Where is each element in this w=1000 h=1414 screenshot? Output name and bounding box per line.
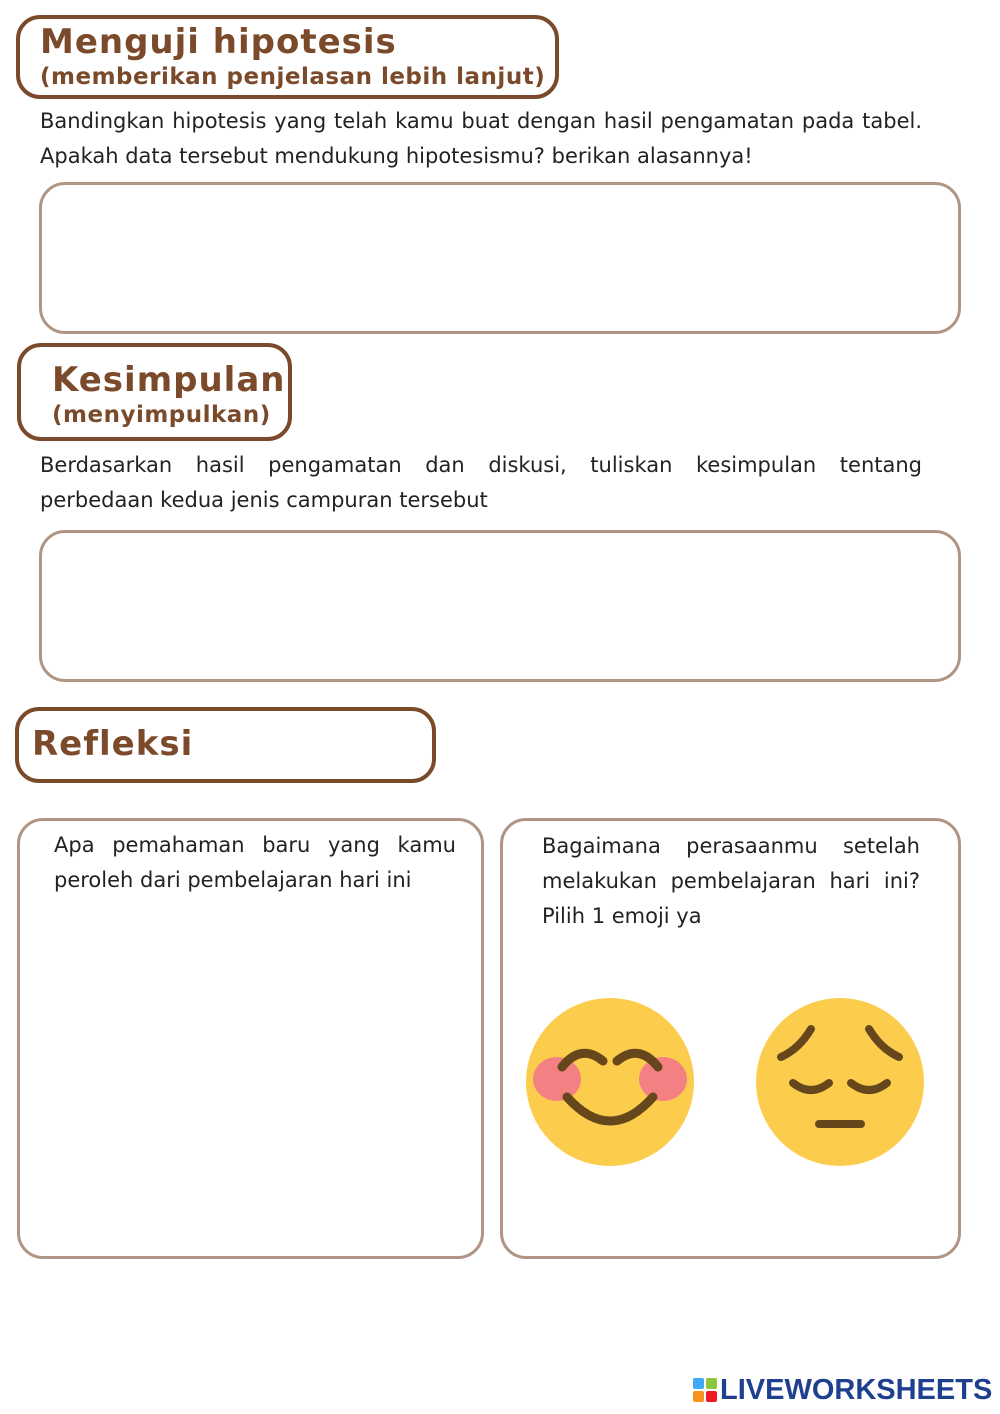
- conclusion-prompt: Berdasarkan hasil pengamatan dan diskusi, tuliskan kesimpulan tentang perbedaan kedua jenis campuran tersebut: [40, 453, 922, 512]
- hypothesis-title: Menguji hipotesis: [40, 22, 397, 62]
- reflection-left-prompt: Apa pemahaman baru yang kamu peroleh dari pembelajaran hari ini: [54, 833, 456, 892]
- hypothesis-prompt: Bandingkan hipotesis yang telah kamu buat dengan hasil pengamatan pada tabel. Apakah data tersebut mendukung hipotesismu? berikan alasannya!: [40, 109, 922, 168]
- reflection-right-prompt: Bagaimana perasaanmu setelah melakukan pembelajaran hari ini? Pilih 1 emoji ya: [542, 834, 920, 928]
- conclusion-title: Kesimpulan: [52, 360, 286, 400]
- pensive-face-icon[interactable]: [755, 997, 925, 1167]
- reflection-title: Refleksi: [32, 724, 194, 764]
- conclusion-answer-input[interactable]: [39, 530, 961, 682]
- hypothesis-answer-input[interactable]: [39, 182, 961, 334]
- conclusion-subtitle: (menyimpulkan): [52, 402, 271, 428]
- liveworksheets-logo-text: LIVEWORKSHEETS: [720, 1374, 993, 1406]
- hypothesis-subtitle: (memberikan penjelasan lebih lanjut): [40, 64, 546, 90]
- liveworksheets-logo[interactable]: [692, 1372, 992, 1408]
- liveworksheets-logo-icon: [692, 1377, 718, 1403]
- reflection-left-answer-input[interactable]: [36, 906, 466, 1240]
- smiling-face-with-blush-icon[interactable]: [525, 997, 695, 1167]
